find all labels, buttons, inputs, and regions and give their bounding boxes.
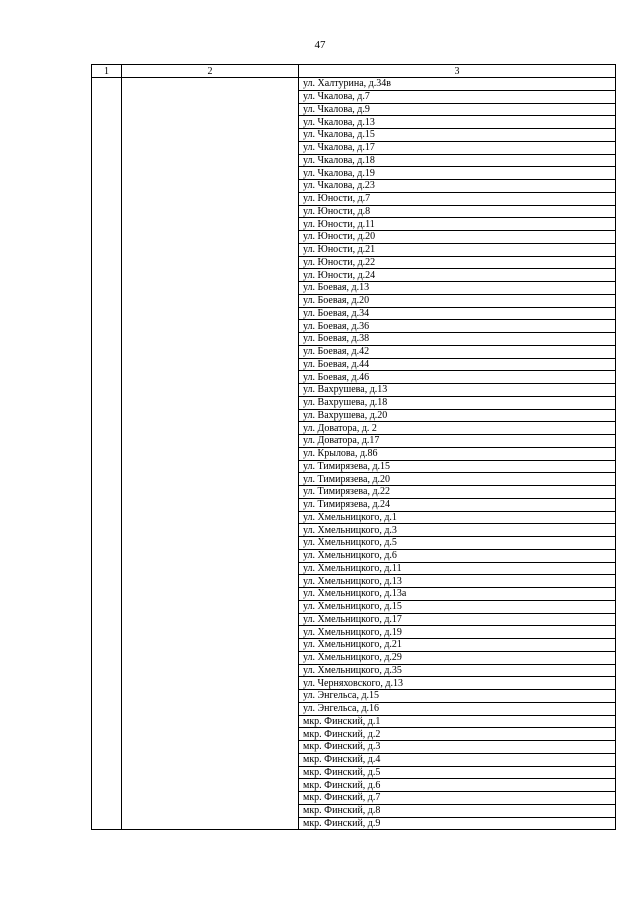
address-cell: ул. Чкалова, д.19 (299, 167, 616, 180)
address-cell: ул. Боевая, д.46 (299, 371, 616, 384)
address-cell: ул. Хмельницкого, д.5 (299, 537, 616, 550)
column-2-cell (122, 78, 299, 830)
address-cell: ул. Хмельницкого, д.19 (299, 626, 616, 639)
address-cell: ул. Энгельса, д.16 (299, 702, 616, 715)
address-cell: ул. Вахрушева, д.20 (299, 409, 616, 422)
address-cell: мкр. Финский, д.4 (299, 753, 616, 766)
column-header-2: 2 (122, 65, 299, 78)
address-cell: ул. Чкалова, д.23 (299, 180, 616, 193)
address-table (91, 64, 616, 830)
address-cell: ул. Хмельницкого, д.1 (299, 511, 616, 524)
table-body (92, 78, 616, 830)
address-cell: мкр. Финский, д.5 (299, 766, 616, 779)
address-cell: ул. Доватора, д. 2 (299, 422, 616, 435)
address-cell: ул. Боевая, д.20 (299, 294, 616, 307)
address-cell: ул. Юности, д.24 (299, 269, 616, 282)
address-cell: мкр. Финский, д.1 (299, 715, 616, 728)
address-cell: ул. Хмельницкого, д.6 (299, 549, 616, 562)
address-cell: ул. Чкалова, д.7 (299, 90, 616, 103)
address-cell: ул. Юности, д.20 (299, 231, 616, 244)
address-cell: ул. Чкалова, д.15 (299, 129, 616, 142)
address-cell: ул. Крылова, д.86 (299, 447, 616, 460)
address-cell: ул. Боевая, д.34 (299, 307, 616, 320)
address-cell: ул. Хмельницкого, д.15 (299, 600, 616, 613)
address-cell: ул. Хмельницкого, д.29 (299, 651, 616, 664)
address-cell: ул. Халтурина, д.34в (299, 78, 616, 91)
address-cell: ул. Чкалова, д.18 (299, 154, 616, 167)
page-number: 47 (314, 39, 326, 51)
address-cell: ул. Боевая, д.36 (299, 320, 616, 333)
address-cell: мкр. Финский, д.2 (299, 728, 616, 741)
address-cell: ул. Черняховского, д.13 (299, 677, 616, 690)
address-cell: ул. Боевая, д.13 (299, 282, 616, 295)
column-header-1: 1 (92, 65, 122, 78)
address-cell: ул. Юности, д.21 (299, 243, 616, 256)
address-cell: ул. Хмельницкого, д.35 (299, 664, 616, 677)
address-cell: ул. Чкалова, д.13 (299, 116, 616, 129)
address-cell: ул. Боевая, д.44 (299, 358, 616, 371)
address-cell: ул. Юности, д.8 (299, 205, 616, 218)
address-cell: ул. Тимирязева, д.20 (299, 473, 616, 486)
address-cell: ул. Вахрушева, д.13 (299, 384, 616, 397)
address-cell: ул. Доватора, д.17 (299, 435, 616, 448)
address-cell: мкр. Финский, д.3 (299, 741, 616, 754)
address-cell: ул. Хмельницкого, д.13 (299, 575, 616, 588)
address-cell: ул. Хмельницкого, д.13а (299, 588, 616, 601)
address-cell: ул. Боевая, д.42 (299, 345, 616, 358)
address-cell: мкр. Финский, д.7 (299, 792, 616, 805)
table-row (92, 78, 616, 91)
address-cell: ул. Хмельницкого, д.3 (299, 524, 616, 537)
address-cell: ул. Чкалова, д.9 (299, 103, 616, 116)
address-cell: ул. Тимирязева, д.24 (299, 498, 616, 511)
address-cell: ул. Боевая, д.38 (299, 333, 616, 346)
address-cell: ул. Хмельницкого, д.21 (299, 639, 616, 652)
address-cell: ул. Чкалова, д.17 (299, 141, 616, 154)
address-cell: мкр. Финский, д.8 (299, 804, 616, 817)
address-cell: ул. Вахрушева, д.18 (299, 396, 616, 409)
address-cell: мкр. Финский, д.9 (299, 817, 616, 830)
address-cell: ул. Юности, д.7 (299, 192, 616, 205)
address-cell: ул. Тимирязева, д.15 (299, 460, 616, 473)
address-cell: ул. Энгельса, д.15 (299, 690, 616, 703)
table-header-row (92, 65, 616, 78)
address-cell: ул. Юности, д.11 (299, 218, 616, 231)
column-header-3: 3 (299, 65, 616, 78)
address-cell: ул. Юности, д.22 (299, 256, 616, 269)
address-cell: ул. Тимирязева, д.22 (299, 486, 616, 499)
address-cell: мкр. Финский, д.6 (299, 779, 616, 792)
address-cell: ул. Хмельницкого, д.17 (299, 613, 616, 626)
column-1-cell (92, 78, 122, 830)
address-cell: ул. Хмельницкого, д.11 (299, 562, 616, 575)
